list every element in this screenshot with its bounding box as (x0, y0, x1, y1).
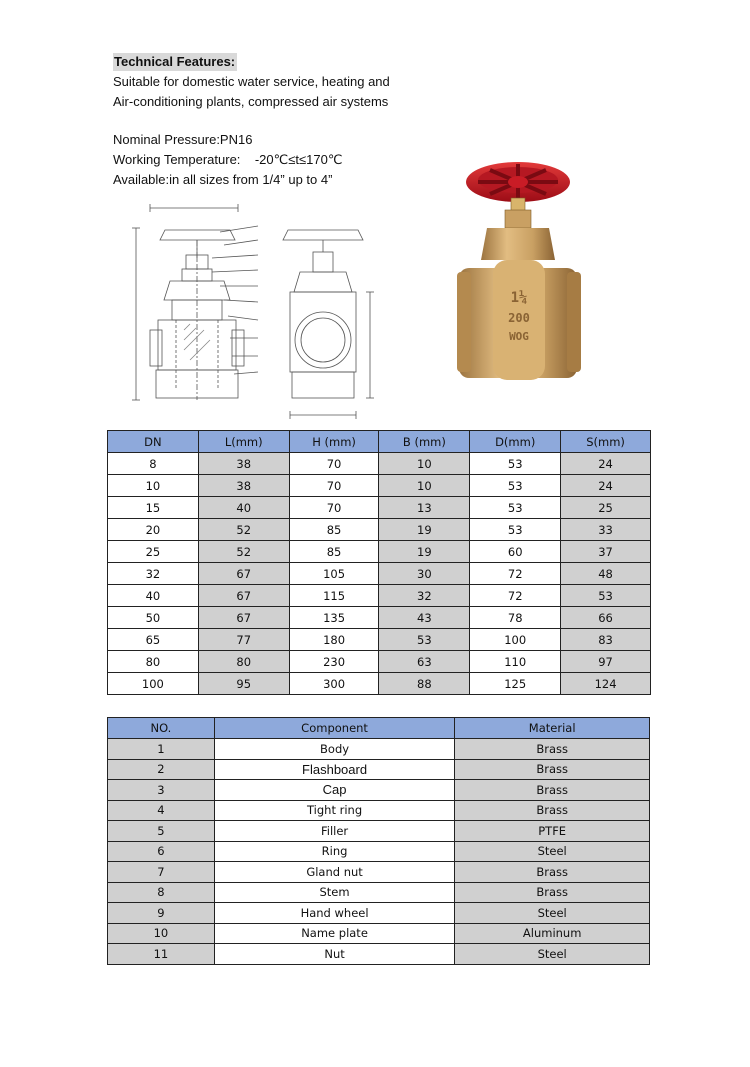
dimensions-cell: 300 (289, 673, 379, 695)
components-header-cell: Material (455, 718, 650, 739)
components-row (108, 862, 650, 883)
dimensions-cell: 19 (379, 519, 470, 541)
dimensions-cell: 32 (108, 563, 199, 585)
components-cell: 8 (108, 882, 215, 903)
components-row (108, 903, 650, 924)
components-row (108, 923, 650, 944)
components-cell: 6 (108, 841, 215, 862)
components-cell: Gland nut (214, 862, 455, 883)
components-cell: Ring (214, 841, 455, 862)
dimensions-cell: 72 (470, 585, 561, 607)
dimensions-row (108, 585, 651, 607)
body-marking-wog: WOG (509, 330, 529, 343)
dimensions-row (108, 541, 651, 563)
components-cell: Stem (214, 882, 455, 903)
dimensions-cell: 115 (289, 585, 379, 607)
dimensions-cell: 78 (470, 607, 561, 629)
components-cell: 10 (108, 923, 215, 944)
dimensions-cell: 25 (108, 541, 199, 563)
components-body (108, 739, 650, 965)
dimensions-cell: 65 (108, 629, 199, 651)
components-row (108, 780, 650, 801)
dimensions-cell: 32 (379, 585, 470, 607)
components-cell: Brass (455, 780, 650, 801)
components-row (108, 841, 650, 862)
components-cell: 7 (108, 862, 215, 883)
components-cell: PTFE (455, 821, 650, 842)
dimensions-cell: 125 (470, 673, 561, 695)
components-cell: Cap (214, 780, 455, 801)
dimensions-cell: 77 (198, 629, 289, 651)
dimensions-cell: 110 (470, 651, 561, 673)
hand-wheel (466, 162, 570, 202)
components-cell: Body (214, 739, 455, 760)
components-row (108, 821, 650, 842)
dimensions-cell: 53 (470, 519, 561, 541)
components-cell: 3 (108, 780, 215, 801)
dimensions-cell: 50 (108, 607, 199, 629)
dimensions-cell: 60 (470, 541, 561, 563)
dimensions-cell: 85 (289, 541, 379, 563)
components-row (108, 944, 650, 965)
components-cell: Name plate (214, 923, 455, 944)
dimensions-cell: 70 (289, 475, 379, 497)
components-cell: Nut (214, 944, 455, 965)
dimensions-cell: 100 (108, 673, 199, 695)
valve-photo (455, 150, 585, 395)
components-cell: Brass (455, 800, 650, 821)
components-cell: Steel (455, 944, 650, 965)
dimensions-cell: 67 (198, 563, 289, 585)
components-cell: Brass (455, 882, 650, 903)
dimensions-cell: 95 (198, 673, 289, 695)
components-cell: Brass (455, 862, 650, 883)
dimensions-cell: 135 (289, 607, 379, 629)
dimensions-cell: 10 (108, 475, 199, 497)
dimensions-cell: 10 (379, 475, 470, 497)
components-table (107, 717, 650, 965)
dimensions-header-cell: S(mm) (561, 431, 651, 453)
components-cell: 5 (108, 821, 215, 842)
dimensions-cell: 53 (561, 585, 651, 607)
dimensions-header-cell: DN (108, 431, 199, 453)
features-heading: Technical Features: (114, 54, 236, 69)
dimensions-cell: 24 (561, 475, 651, 497)
dimensions-cell: 80 (198, 651, 289, 673)
dimensions-cell: 53 (379, 629, 470, 651)
components-cell: Aluminum (455, 923, 650, 944)
dimensions-cell: 20 (108, 519, 199, 541)
dimensions-cell: 8 (108, 453, 199, 475)
dimensions-cell: 80 (108, 651, 199, 673)
components-cell: 2 (108, 759, 215, 780)
dimensions-cell: 38 (198, 475, 289, 497)
dimensions-cell: 13 (379, 497, 470, 519)
components-cell: 11 (108, 944, 215, 965)
dimensions-cell: 85 (289, 519, 379, 541)
components-cell: 9 (108, 903, 215, 924)
available-sizes: Available:in all sizes from 1/4” up to 4” (113, 172, 333, 187)
dimensions-cell: 97 (561, 651, 651, 673)
components-header-cell: NO. (108, 718, 215, 739)
dimensions-cell: 105 (289, 563, 379, 585)
dimensions-cell: 25 (561, 497, 651, 519)
dimensions-cell: 10 (379, 453, 470, 475)
components-cell: Flashboard (214, 759, 455, 780)
dimensions-cell: 180 (289, 629, 379, 651)
dimensions-row (108, 519, 651, 541)
dimensions-cell: 83 (561, 629, 651, 651)
dimensions-header-cell: H (mm) (289, 431, 379, 453)
components-cell: Hand wheel (214, 903, 455, 924)
body-marking-pressure: 200 (508, 311, 530, 325)
dimensions-cell: 100 (470, 629, 561, 651)
components-cell: Filler (214, 821, 455, 842)
dimensions-cell: 19 (379, 541, 470, 563)
dimensions-cell: 37 (561, 541, 651, 563)
components-cell: Tight ring (214, 800, 455, 821)
components-header-row (108, 718, 650, 739)
components-row (108, 882, 650, 903)
dimensions-body (108, 453, 651, 695)
dimensions-cell: 24 (561, 453, 651, 475)
dimensions-cell: 15 (108, 497, 199, 519)
components-cell: Brass (455, 739, 650, 760)
dimensions-cell: 70 (289, 497, 379, 519)
dimensions-header-cell: D(mm) (470, 431, 561, 453)
features-line-2: Air-conditioning plants, compressed air systems (113, 94, 389, 109)
dimensions-cell: 88 (379, 673, 470, 695)
components-row (108, 759, 650, 780)
components-cell: Steel (455, 841, 650, 862)
dimensions-cell: 66 (561, 607, 651, 629)
dimensions-cell: 30 (379, 563, 470, 585)
dimensions-cell: 48 (561, 563, 651, 585)
dimensions-cell: 53 (470, 475, 561, 497)
dimensions-cell: 230 (289, 651, 379, 673)
dimensions-cell: 52 (198, 541, 289, 563)
features-line-1: Suitable for domestic water service, heating and (113, 74, 390, 89)
components-cell: 4 (108, 800, 215, 821)
components-row (108, 800, 650, 821)
working-temperature: Working Temperature: -20℃≤t≤170℃ (113, 152, 343, 167)
dimensions-row (108, 629, 651, 651)
dimensions-cell: 70 (289, 453, 379, 475)
dimensions-cell: 53 (470, 497, 561, 519)
nominal-pressure: Nominal Pressure:PN16 (113, 132, 253, 147)
dimensions-cell: 52 (198, 519, 289, 541)
components-cell: 1 (108, 739, 215, 760)
dimensions-header-cell: L(mm) (198, 431, 289, 453)
dimensions-cell: 67 (198, 607, 289, 629)
dimensions-cell: 53 (470, 453, 561, 475)
dimensions-table (107, 430, 651, 695)
dimensions-row (108, 563, 651, 585)
body-marking-size: 1¼ (510, 290, 528, 306)
dimensions-row (108, 651, 651, 673)
dimensions-row (108, 607, 651, 629)
dimensions-row (108, 475, 651, 497)
dimensions-cell: 63 (379, 651, 470, 673)
dimensions-header-cell: B (mm) (379, 431, 470, 453)
dimensions-header-row (108, 431, 651, 453)
dimensions-cell: 67 (198, 585, 289, 607)
technical-features (113, 52, 443, 190)
dimensions-cell: 40 (108, 585, 199, 607)
components-cell: Brass (455, 759, 650, 780)
dimensions-cell: 40 (198, 497, 289, 519)
components-cell: Steel (455, 903, 650, 924)
dimensions-row (108, 497, 651, 519)
valve-technical-drawing (120, 200, 380, 425)
dimensions-cell: 38 (198, 453, 289, 475)
dimensions-cell: 72 (470, 563, 561, 585)
dimensions-row (108, 673, 651, 695)
dimensions-cell: 124 (561, 673, 651, 695)
dimensions-row (108, 453, 651, 475)
components-row (108, 739, 650, 760)
dimensions-cell: 33 (561, 519, 651, 541)
dimensions-cell: 43 (379, 607, 470, 629)
components-header-cell: Component (214, 718, 455, 739)
